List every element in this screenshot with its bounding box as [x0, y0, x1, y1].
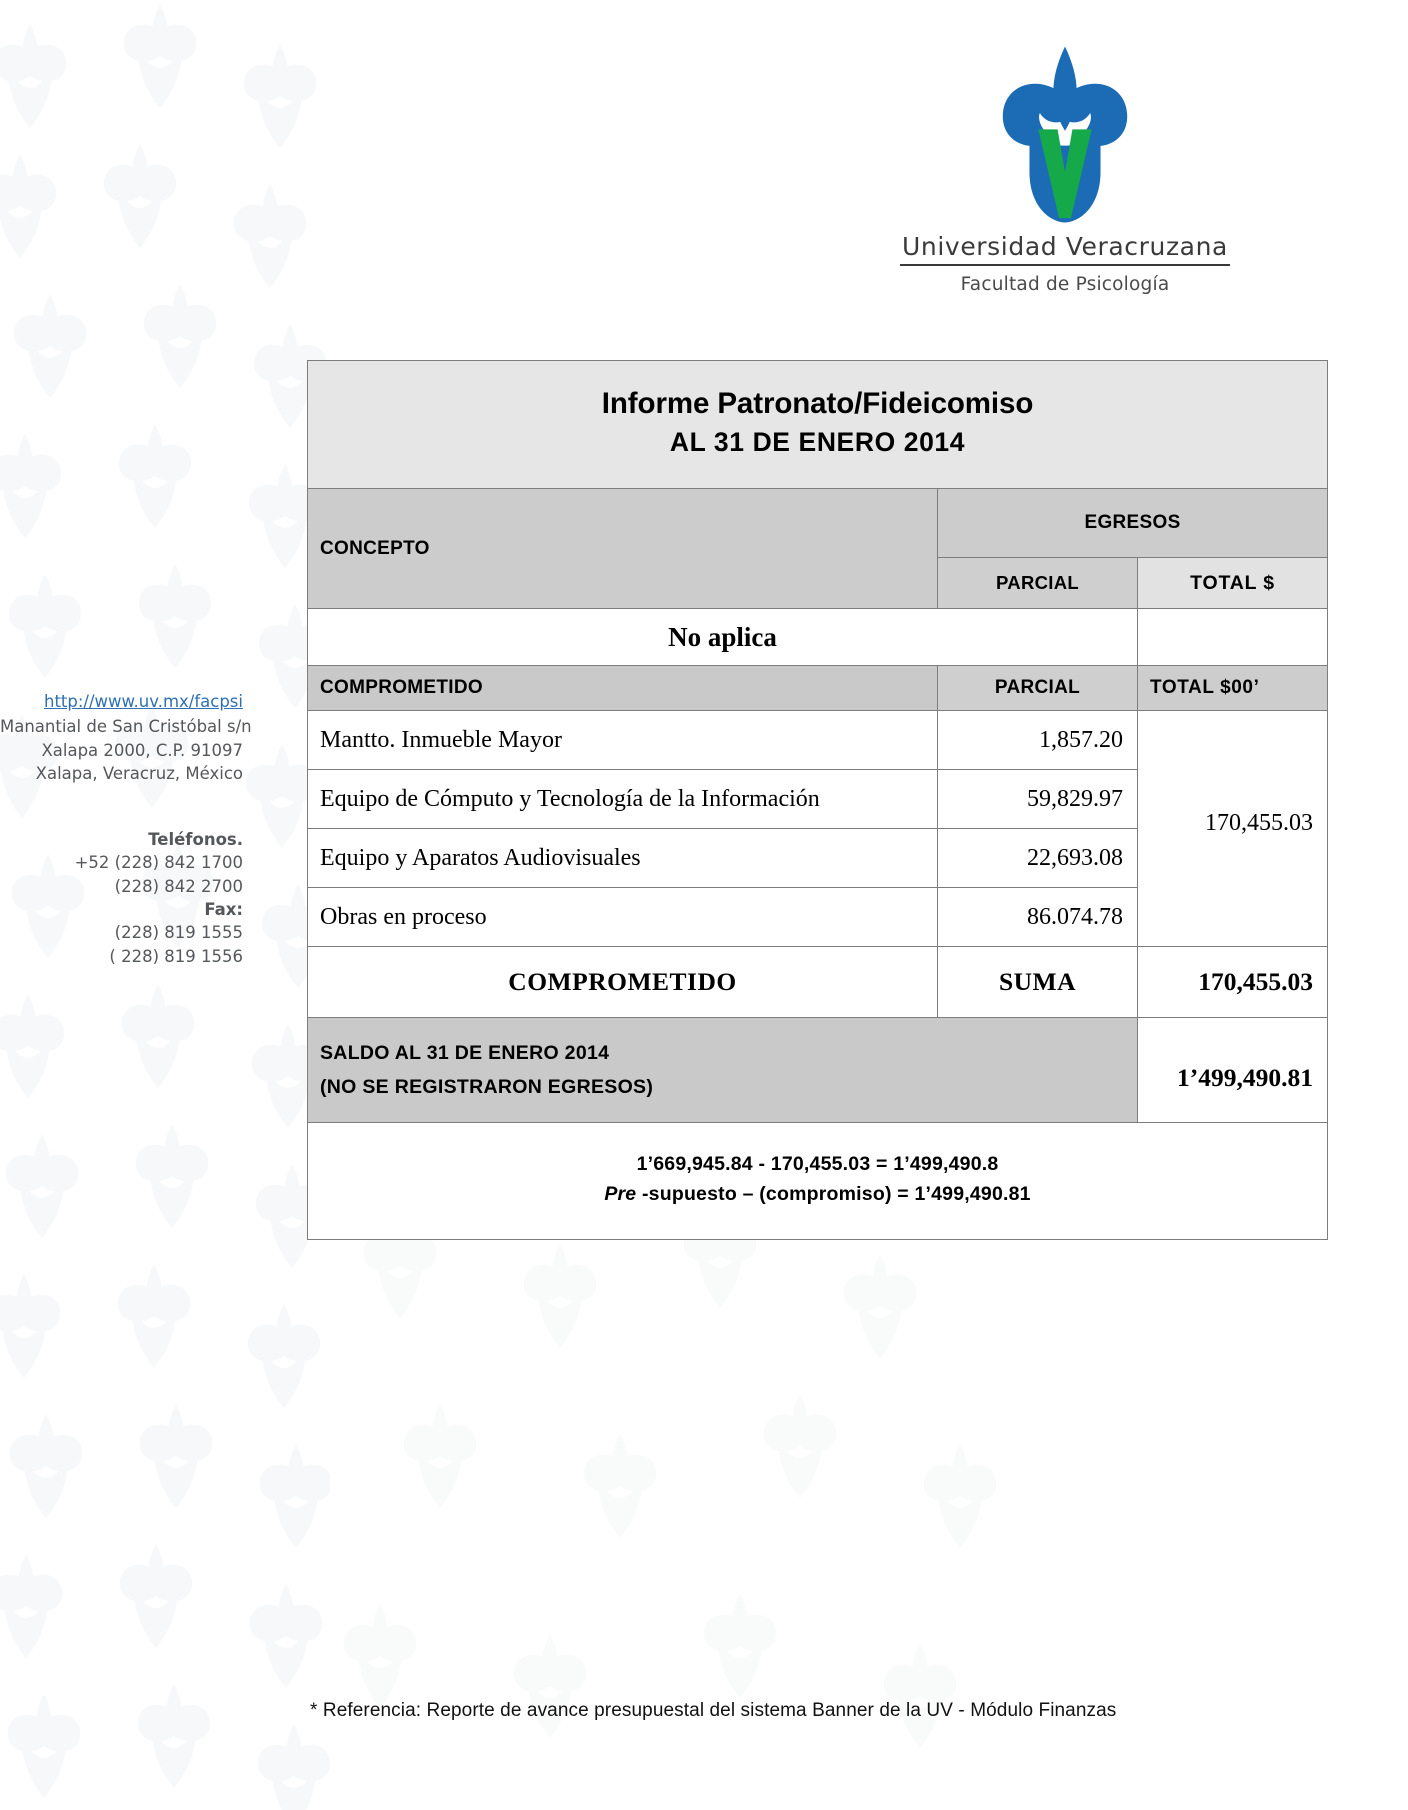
- informe-table: [307, 360, 1328, 1240]
- fleur-de-lis-uv-logo-icon: [990, 42, 1140, 227]
- saldo-line-1: SALDO AL 31 DE ENERO 2014: [320, 1041, 610, 1064]
- suma-label: COMPROMETIDO: [308, 947, 938, 1018]
- table-row-header-main: [308, 489, 1328, 558]
- phone-2: (228) 842 2700: [114, 876, 243, 896]
- page-title: Informe Patronato/Fideicomiso: [601, 387, 1034, 420]
- line-item-concepto: Obras en proceso: [308, 888, 938, 947]
- table-row-suma: [308, 947, 1328, 1018]
- footer-reference-note: * Referencia: Reporte de avance presupuestal del sistema Banner de la UV - Módulo Finanzas: [310, 1700, 1117, 1721]
- section-header-parcial: PARCIAL: [938, 666, 1138, 711]
- saldo-label-cell: [308, 1018, 1138, 1123]
- header-egresos: EGRESOS: [938, 489, 1328, 558]
- header-concepto: CONCEPTO: [308, 489, 938, 609]
- fax-2: ( 228) 819 1556: [109, 946, 243, 966]
- line-item-concepto: Equipo y Aparatos Audiovisuales: [308, 829, 938, 888]
- formula-cell: [308, 1123, 1328, 1240]
- table-row-saldo: [308, 1018, 1328, 1123]
- table-row: [308, 711, 1328, 770]
- no-aplica-total-empty: [1138, 609, 1328, 666]
- saldo-amount: 1’499,490.81: [1138, 1018, 1328, 1123]
- address-line-2: Xalapa 2000, C.P. 91097: [41, 740, 243, 760]
- page-subtitle: AL 31 DE ENERO 2014: [669, 427, 966, 457]
- line-item-total: 170,455.03: [1138, 711, 1328, 947]
- fax-1: (228) 819 1555: [114, 923, 243, 943]
- line-item-parcial: 1,857.20: [938, 711, 1138, 770]
- table-row-section-header: [308, 666, 1328, 711]
- no-aplica-label: No aplica: [308, 609, 1138, 666]
- line-item-parcial: 22,693.08: [938, 829, 1138, 888]
- suma-amount: 170,455.03: [1138, 947, 1328, 1018]
- phones-label: Teléfonos.: [148, 829, 243, 849]
- line-item-concepto: Mantto. Inmueble Mayor: [308, 711, 938, 770]
- formula-line-2-rest: -supuesto – (compromiso) = 1’499,490.81: [636, 1183, 1031, 1205]
- table-row-formula: [308, 1123, 1328, 1240]
- address-line-1: Manantial de San Cristóbal s/n: [0, 717, 252, 737]
- table-row-no-aplica: [308, 609, 1328, 666]
- uv-logo-block: [900, 42, 1230, 295]
- website-link[interactable]: http://www.uv.mx/facpsi: [44, 692, 243, 711]
- logo-university-name: Universidad Veracruzana: [900, 233, 1230, 266]
- formula-line-1: 1’669,945.84 - 170,455.03 = 1’499,490.8: [636, 1152, 999, 1175]
- header-total: TOTAL $: [1138, 558, 1328, 609]
- phone-1: +52 (228) 842 1700: [74, 853, 243, 873]
- line-item-concepto: Equipo de Cómputo y Tecnología de la Información: [308, 770, 938, 829]
- saldo-line-2: (NO SE REGISTRARON EGRESOS): [320, 1076, 654, 1098]
- suma-word: SUMA: [938, 947, 1138, 1018]
- contact-info: [0, 690, 252, 968]
- table-row-title: [308, 361, 1328, 489]
- formula-line-2: [308, 1179, 1327, 1209]
- address-line-3: Xalapa, Veracruz, México: [35, 764, 243, 784]
- section-header-total: TOTAL $00’: [1138, 666, 1328, 711]
- formula-pre-italic: Pre: [604, 1183, 637, 1205]
- section-header-comprometido: COMPROMETIDO: [308, 666, 938, 711]
- header-parcial: PARCIAL: [938, 558, 1138, 609]
- fax-label: Fax:: [204, 899, 243, 919]
- line-item-parcial: 59,829.97: [938, 770, 1138, 829]
- report-title-cell: [308, 361, 1328, 489]
- line-item-parcial: 86.074.78: [938, 888, 1138, 947]
- logo-faculty-name: Facultad de Psicología: [960, 273, 1170, 295]
